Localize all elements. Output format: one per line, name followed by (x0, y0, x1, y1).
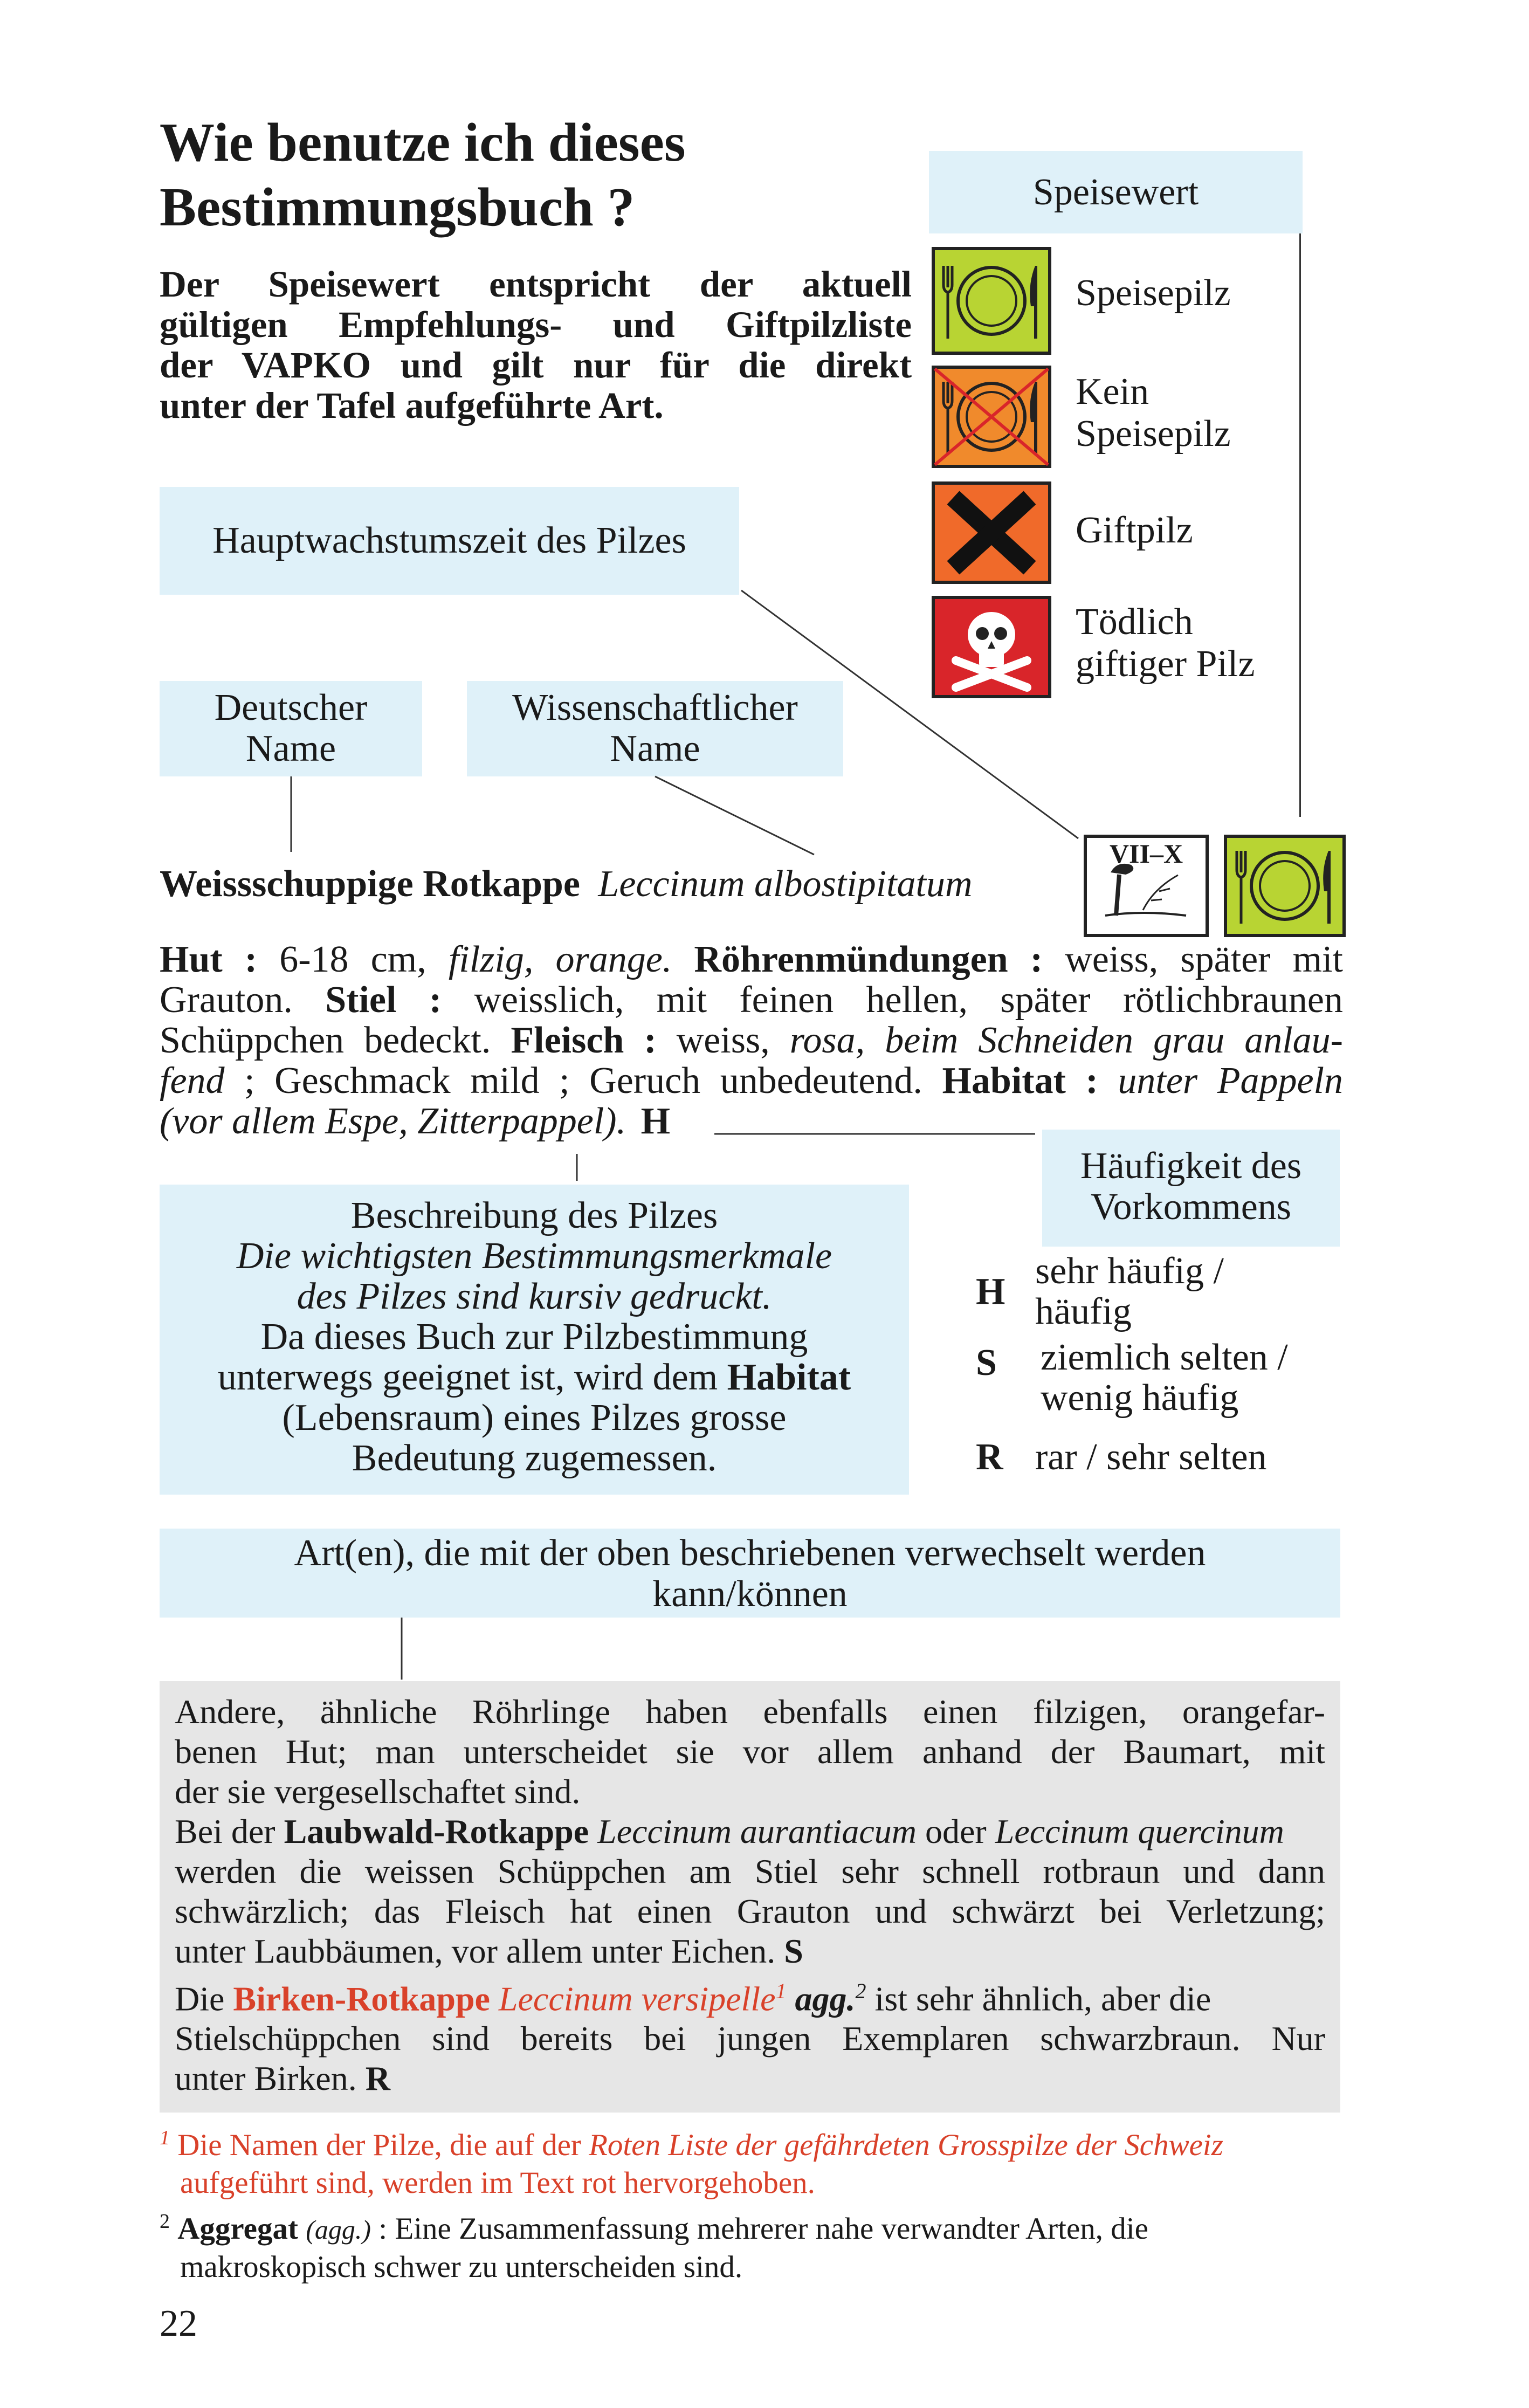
description-info-title: Beschreibung des Pilzes (350, 1195, 718, 1236)
description-info-italic: Die wichtigsten Bestimmungsmerkmale (236, 1235, 832, 1277)
confusion-line: schwärzlich; das Fleisch hat einen Grauton und schwärzt bei Verletzung; (175, 1892, 1325, 1930)
confusion-text: unter Birken. (175, 2059, 357, 2098)
description-info-italic: des Pilzes sind kursiv gedruckt. (297, 1276, 772, 1317)
intro-line: Der Speisewert entspricht der aktuell (160, 264, 912, 305)
speisewert-label-line: Speisepilz (1076, 272, 1231, 314)
roehren-label: Röhrenmündungen : (672, 939, 1043, 980)
german-name-label-line: Name (245, 728, 336, 769)
description-text: weiss, (656, 1020, 790, 1061)
footnote-italic: Roten Liste der gefährdeten Grosspilze der Schweiz (589, 2128, 1223, 2162)
description-info-text: (Lebensraum) eines Pilzes grosse (282, 1397, 787, 1439)
confusion-text: Bei der (175, 1812, 284, 1850)
frequency-letter: H (976, 1271, 1005, 1312)
frequency-marker: H (640, 1100, 671, 1142)
confusion-line: werden die weissen Schüppchen am Stiel sehr schnell rotbraun und dann (175, 1852, 1325, 1890)
confusion-latin-name: Leccinum aurantiacum (597, 1812, 917, 1850)
confusion-line: Andere, ähnliche Röhrlinge haben ebenfalls einen filzigen, orangefar- (175, 1693, 1325, 1731)
confusion-label-line: kann/können (652, 1573, 848, 1615)
frequency-marker: R (365, 2059, 390, 2098)
description-info-text: Bedeutung zugemessen. (352, 1437, 717, 1479)
speisewert-label-line: Speisepilz (1076, 413, 1231, 455)
confusion-label-line: Art(en), die mit der oben beschriebenen verwechselt werden (294, 1532, 1206, 1574)
frequency-label-line: Häufigkeit des (1080, 1145, 1302, 1187)
hut-italic: filzig, orange. (448, 939, 672, 980)
page-number: 22 (160, 2303, 197, 2344)
confusion-text-block (160, 1681, 1340, 2113)
confusion-text: unter Laubbäumen, vor allem unter Eichen. (175, 1932, 776, 1970)
sci-name-label-line: Wissenschaftlicher (512, 687, 798, 728)
footnote-line: aufgeführt sind, werden im Text rot hervorgehoben. (180, 2166, 815, 2200)
confusion-line: benen Hut; man unterscheidet sie vor allem anhand der Baumart, mit (175, 1732, 1325, 1771)
frequency-text (1035, 1251, 1224, 1332)
frequency-letter: R (976, 1436, 1003, 1478)
footnote-number: 2 (160, 2210, 170, 2233)
species-speisepilz-icon (1224, 835, 1346, 937)
description-italic: (vor allem Espe, Zitterpappel). (160, 1100, 626, 1142)
species-name-line (160, 863, 973, 906)
speisewert-label-line: giftiger Pilz (1076, 643, 1255, 685)
frequency-text-line: sehr häufig / (1035, 1250, 1224, 1292)
footnote-line (160, 2119, 1346, 2164)
description-text: ; Geschmack mild ; Geruch unbedeutend. (224, 1060, 942, 1102)
frequency-text (1035, 1437, 1267, 1477)
confusion-line: der sie vergesellschaftet sind. (175, 1772, 581, 1811)
german-name-label-line: Deutscher (214, 687, 368, 728)
footnote-1 (160, 2119, 1346, 2202)
speisewert-label-line: Kein (1076, 371, 1149, 412)
confusion-text: Die (175, 1979, 233, 2018)
footnote-bold: Aggregat (177, 2212, 298, 2246)
season-text: VII–X (1109, 838, 1183, 869)
footnote-ref: 1 (775, 1979, 787, 2003)
species-german-name: Weissschuppige Rotkappe (160, 863, 580, 905)
footnote-text: Die Namen der Pilze, die auf der (177, 2128, 589, 2162)
frequency-marker: S (784, 1932, 803, 1970)
description-info-text-part: unterwegs geeignet ist, wird dem (217, 1357, 718, 1398)
description-info-box (160, 1185, 909, 1495)
description-info-habitat: Habitat (727, 1357, 851, 1398)
title-line-2: Bestimmungsbuch ? (160, 177, 635, 238)
frequency-text-line: häufig (1035, 1291, 1132, 1332)
red-list-latin-name: Leccinum versipelle (498, 1979, 776, 2018)
frequency-text-line: ziemlich selten / (1041, 1337, 1288, 1378)
stiel-label: Stiel : (325, 979, 442, 1021)
confusion-text: oder (917, 1812, 995, 1850)
footnote-2 (160, 2203, 1346, 2286)
red-list-species-name: Birken-Rotkappe (233, 1979, 490, 2018)
description-text: Grauton. (160, 979, 326, 1021)
footnote-ref: 2 (855, 1979, 866, 2003)
frequency-text-line: rar / sehr selten (1035, 1436, 1267, 1478)
confusion-species-name: Laubwald-Rotkappe (284, 1812, 589, 1850)
description-line (160, 1061, 1343, 1101)
frequency-text-line: wenig häufig (1041, 1377, 1239, 1419)
confusion-label-box (160, 1529, 1340, 1618)
intro-line: unter der Tafel aufgeführte Art. (160, 385, 664, 426)
roehren-text: weiss, später mit (1043, 939, 1344, 980)
description-line (160, 980, 1343, 1020)
speisewert-label-line: Giftpilz (1076, 510, 1193, 551)
description-italic: rosa, beim Schneiden grau anlau- (789, 1020, 1343, 1061)
description-text: weisslich, mit feinen hellen, später rötlichbraunen (442, 979, 1343, 1021)
season-label: Hauptwachstumszeit des Pilzes (212, 520, 686, 561)
frequency-label-line: Vorkommens (1090, 1186, 1292, 1228)
confusion-line (175, 1931, 1325, 1971)
description-info-text: Da dieses Buch zur Pilzbestimmung (260, 1316, 808, 1358)
description-line (160, 939, 1343, 980)
title-line-1: Wie benutze ich dieses (160, 112, 686, 173)
species-latin-name: Leccinum albostipitatum (598, 863, 973, 905)
footnote-line (160, 2203, 1346, 2248)
footnote-italic: (agg.) (306, 2214, 371, 2245)
frequency-label-box (1042, 1130, 1340, 1247)
confusion-latin-name: Leccinum quercinum (995, 1812, 1284, 1850)
habitat-label: Habitat : (942, 1060, 1098, 1102)
confusion-line (175, 1812, 1325, 1852)
description-italic: fend (160, 1060, 225, 1102)
speisewert-heading: Speisewert (1032, 171, 1199, 213)
description-line (160, 1020, 1343, 1061)
footnote-text: : Eine Zusammenfassung mehrerer nahe verwandter Arten, die (371, 2212, 1148, 2246)
confusion-line (175, 2059, 1325, 2099)
confusion-text: ist sehr ähnlich, aber die (866, 1979, 1211, 2018)
footnote-number: 1 (160, 2127, 170, 2149)
hut-label: Hut : (160, 939, 258, 980)
description-italic: unter Pappeln (1098, 1060, 1343, 1102)
description-text: Schüppchen bedeckt. (160, 1020, 511, 1061)
speisewert-label-line: Tödlich (1076, 601, 1193, 643)
fleisch-label: Fleisch : (511, 1020, 657, 1061)
hut-text: 6-18 cm, (257, 939, 449, 980)
sci-name-label-line: Name (610, 728, 700, 769)
description-info-text (160, 1357, 909, 1398)
species-description (160, 939, 1343, 1141)
intro-line: gültigen Empfehlungs- und Giftpilzliste (160, 304, 912, 345)
footnote-line: makroskopisch schwer zu unterscheiden sind. (180, 2250, 743, 2284)
frequency-letter: S (976, 1342, 997, 1384)
confusion-line: Stielschüppchen sind bereits bei jungen Exemplaren schwarzbraun. Nur (175, 2019, 1325, 2058)
intro-line: der VAPKO und gilt nur für die direkt (160, 345, 912, 386)
frequency-text (1041, 1337, 1288, 1418)
confusion-line (175, 1971, 1325, 2019)
aggregate-abbrev: agg. (795, 1979, 856, 2018)
